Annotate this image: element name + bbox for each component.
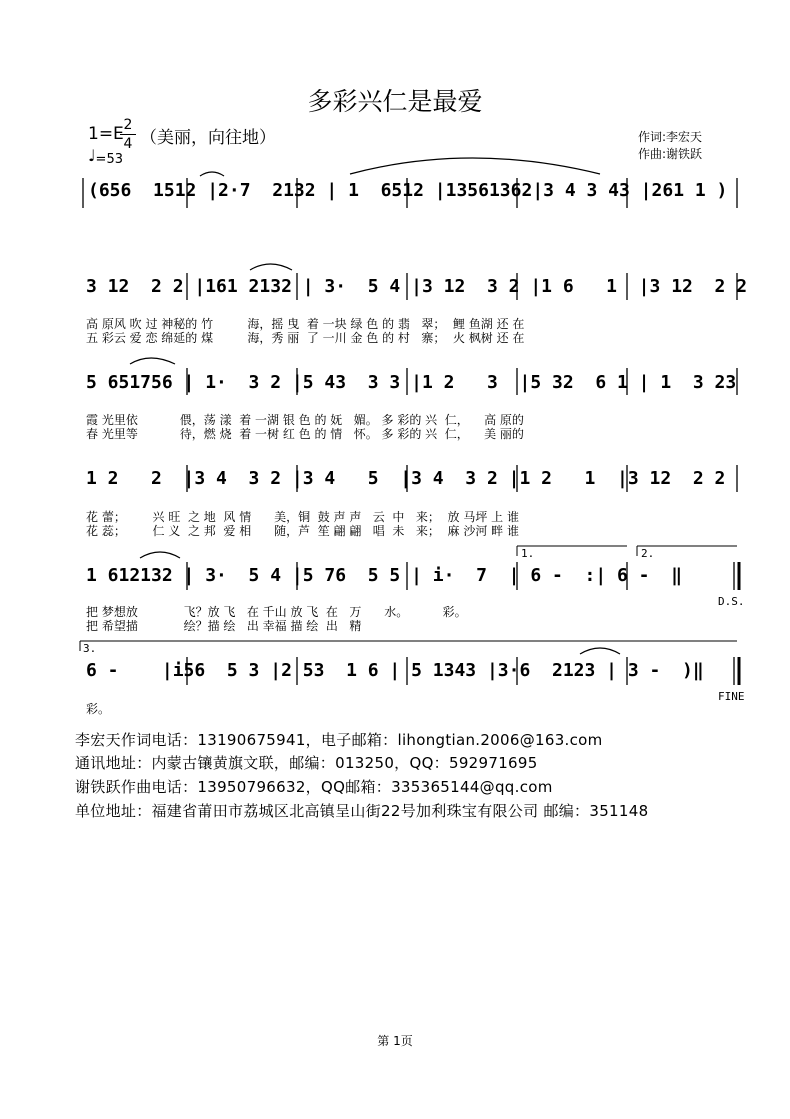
key-signature: 1=E xyxy=(88,124,124,144)
notation-row-5: 1 612132 | 3· 5 4 |5 76 5 5 | i· 7 | 6 - :| 6 - ‖ xyxy=(86,565,683,586)
notation-row-4: 1 2 2 |3 4 3 2 |3 4 5 |3 4 3 2 |1 2 1 |3 12 2 2 xyxy=(86,468,726,489)
lyric-row-4-verse-1: 花 蕾； 兴 旺 之 地 风 情 美，铜 鼓 声 声 云 中 来； 放 马坪 上 谁 xyxy=(86,510,519,524)
lyric-row-2-verse-1: 高 原风 吹 过 神秘的 竹 海，摇 曳 着 一块 绿 色 的 翡 翠； 鲤 鱼湖 还 在 xyxy=(86,317,525,331)
fine-marking: FINE xyxy=(718,690,745,703)
lyric-row-2-verse-2: 五 彩云 爱 恋 绵延的 煤 海，秀 丽 了 一川 金 色 的 村 寨； 火 枫树 还 在 xyxy=(86,331,525,345)
notation-row-3: 5 651756 | 1· 3 2 |5 43 3 3 |1 2 3 |5 32 6 1 | 1 3 23 xyxy=(86,372,737,393)
notation-row-6: 6 - |i56 5 3 |2 53 1 6 | 5 1343 |3·6 2123 | 3 - )‖ xyxy=(86,660,704,681)
lyric-row-6-verse-1: 彩。 xyxy=(86,702,111,716)
lyricist-credit: 作词:李宏天 xyxy=(638,130,703,144)
footer-composer-contact: 谢铁跃作曲电话：13950796632，QQ邮箱：335365144@qq.com xyxy=(75,778,553,796)
lyric-row-4-verse-2: 花 蕊； 仁 义 之 邦 爱 相 随，芦 笙 翩 翩 唱 未 来； 麻 沙河 畔 谁 xyxy=(86,524,519,538)
volta-2-label: 2. xyxy=(641,547,655,560)
volta-1-label: 1. xyxy=(521,547,535,560)
lyric-row-3-verse-1: 霞 光里依 偎，荡 漾 着 一湖 银 色 的 妩 媚。 多 彩的 兴 仁， 高 原的 xyxy=(86,413,524,427)
lyric-row-5-verse-1: 把 梦想放 飞？放 飞 在 千山 放 飞 在 万 水。 彩。 xyxy=(86,605,467,619)
tempo-value: =53 xyxy=(95,152,123,167)
notation-row-2: 3 12 2 2 |161 2132 | 3· 5 4 |3 12 3 2 |1 6 1 |3 12 2 2 xyxy=(86,276,748,297)
footer-lyricist-contact: 李宏天作词电话：13190675941，电子邮箱：lihongtian.2006@163.com xyxy=(75,731,603,749)
page-number: 第 1页 xyxy=(377,1034,413,1048)
footer-lyricist-address: 通讯地址：内蒙古镶黄旗文联，邮编：013250，QQ：592971695 xyxy=(75,754,538,772)
lyric-row-3-verse-2: 春 光里等 待，燃 烧 着 一树 红 色 的 情 怀。 多 彩的 兴 仁， 美 丽的 xyxy=(86,427,524,441)
quarter-note-icon: ♩ xyxy=(88,146,96,165)
notation-row-1: (656 1512 |2·7 2132 | 1 6512 |13561362|3 4 3 43 |261 1 ) xyxy=(88,180,728,201)
footer-composer-address: 单位地址：福建省莆田市荔城区北高镇呈山街22号加利珠宝有限公司 邮编：351148 xyxy=(75,802,649,820)
volta-brackets xyxy=(80,546,737,651)
expression-marking: （美丽，向往地） xyxy=(140,128,276,148)
composer-credit: 作曲:谢铁跃 xyxy=(638,147,703,161)
lyric-row-5-verse-2: 把 希望描 绘？描 绘 出 幸福 描 绘 出 精 xyxy=(86,619,362,633)
time-signature-bottom: 4 xyxy=(120,134,136,153)
volta-3-label: 3. xyxy=(83,642,97,655)
time-signature-top: 2 xyxy=(123,117,133,133)
dal-segno-marking: D.S. xyxy=(718,595,745,608)
song-title: 多彩兴仁是最爱 xyxy=(307,87,483,116)
